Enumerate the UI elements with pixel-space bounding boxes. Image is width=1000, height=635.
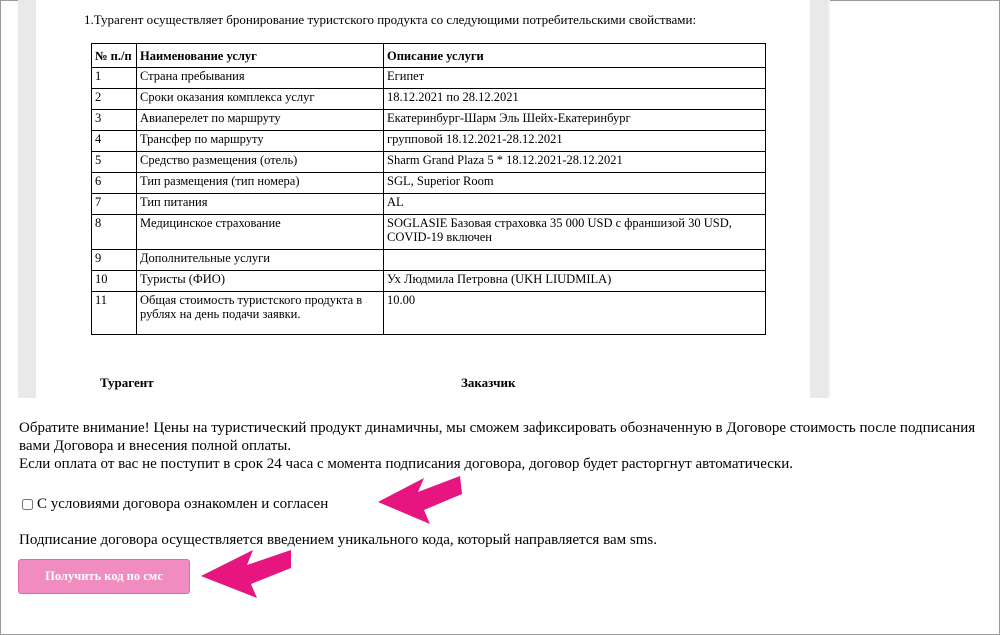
- row-num: 7: [92, 194, 137, 215]
- row-desc: 18.12.2021 по 28.12.2021: [384, 89, 766, 110]
- row-num: 8: [92, 215, 137, 250]
- row-desc: AL: [384, 194, 766, 215]
- row-num: 9: [92, 250, 137, 271]
- row-name: Страна пребывания: [137, 68, 384, 89]
- row-desc: SGL, Superior Room: [384, 173, 766, 194]
- clause-text: 1.Турагент осуществляет бронирование туристского продукта со следующими потребительскими свойствами:: [84, 12, 697, 27]
- row-name: Общая стоимость туристского продукта в рублях на день подачи заявки.: [137, 292, 384, 335]
- row-num: 10: [92, 271, 137, 292]
- row-desc: групповой 18.12.2021-28.12.2021: [384, 131, 766, 152]
- table-header-row: [92, 44, 766, 68]
- get-sms-code-button[interactable]: Получить код по смс: [18, 559, 190, 594]
- row-name: Сроки оказания комплекса услуг: [137, 89, 384, 110]
- header-name: Наименование услуг: [137, 44, 384, 68]
- table-row: [92, 152, 766, 173]
- table-row: [92, 292, 766, 335]
- row-num: 11: [92, 292, 137, 335]
- table-row: [92, 194, 766, 215]
- table-row: [92, 110, 766, 131]
- chevron-down-icon[interactable]: [828, 378, 830, 396]
- table-row: [92, 271, 766, 292]
- notice-line-2: Если оплата от вас не поступит в срок 24 часа с момента подписания договора, договор будет расторгнут автоматически.: [19, 456, 793, 472]
- row-name: Тип размещения (тип номера): [137, 173, 384, 194]
- row-desc: [384, 250, 766, 271]
- viewer-scrollbar[interactable]: [828, 0, 830, 398]
- row-name: Тип питания: [137, 194, 384, 215]
- row-num: 1: [92, 68, 137, 89]
- row-num: 3: [92, 110, 137, 131]
- services-table: [91, 43, 766, 335]
- agreement-checkbox[interactable]: [22, 499, 33, 510]
- row-desc: Sharm Grand Plaza 5 * 18.12.2021-28.12.2021: [384, 152, 766, 173]
- row-name: Авиаперелет по маршруту: [137, 110, 384, 131]
- notice-line-1: Обратите внимание! Цены на туристический продукт динамичны, мы сможем зафиксировать обозначенную в Договоре стоимость после подписания вами Договора и внесения полной оплаты.: [19, 420, 976, 454]
- row-desc: Ух Людмила Петровна (UKH LIUDMILA): [384, 271, 766, 292]
- row-name: Туристы (ФИО): [137, 271, 384, 292]
- row-name: Средство размещения (отель): [137, 152, 384, 173]
- table-row: [92, 89, 766, 110]
- row-num: 5: [92, 152, 137, 173]
- signature-customer: Заказчик: [461, 375, 516, 390]
- arrow-left-icon: [195, 540, 295, 602]
- agreement-checkbox-row[interactable]: [19, 496, 328, 513]
- header-num: № п./п: [92, 44, 137, 68]
- sms-note: Подписание договора осуществляется введением уникального кода, который направляется вам sms.: [19, 532, 657, 548]
- agreement-label: С условиями договора ознакомлен и согласен: [37, 496, 329, 512]
- table-row: [92, 173, 766, 194]
- arrow-left-icon: [372, 470, 464, 530]
- row-name: Дополнительные услуги: [137, 250, 384, 271]
- row-desc: SOGLASIE Базовая страховка 35 000 USD с франшизой 30 USD, COVID-19 включен: [384, 215, 766, 250]
- row-name: Трансфер по маршруту: [137, 131, 384, 152]
- document-page: [36, 0, 810, 398]
- table-row: [92, 68, 766, 89]
- price-notice: [19, 419, 994, 473]
- row-num: 6: [92, 173, 137, 194]
- row-desc: 10.00: [384, 292, 766, 335]
- row-num: 2: [92, 89, 137, 110]
- table-row: [92, 131, 766, 152]
- row-desc: Египет: [384, 68, 766, 89]
- row-num: 4: [92, 131, 137, 152]
- row-name: Медицинское страхование: [137, 215, 384, 250]
- table-row: [92, 250, 766, 271]
- signature-agent: Турагент: [100, 375, 154, 390]
- row-desc: Екатеринбург-Шарм Эль Шейх-Екатеринбург: [384, 110, 766, 131]
- table-row: [92, 215, 766, 250]
- document-viewer[interactable]: [18, 0, 830, 398]
- header-desc: Описание услуги: [384, 44, 766, 68]
